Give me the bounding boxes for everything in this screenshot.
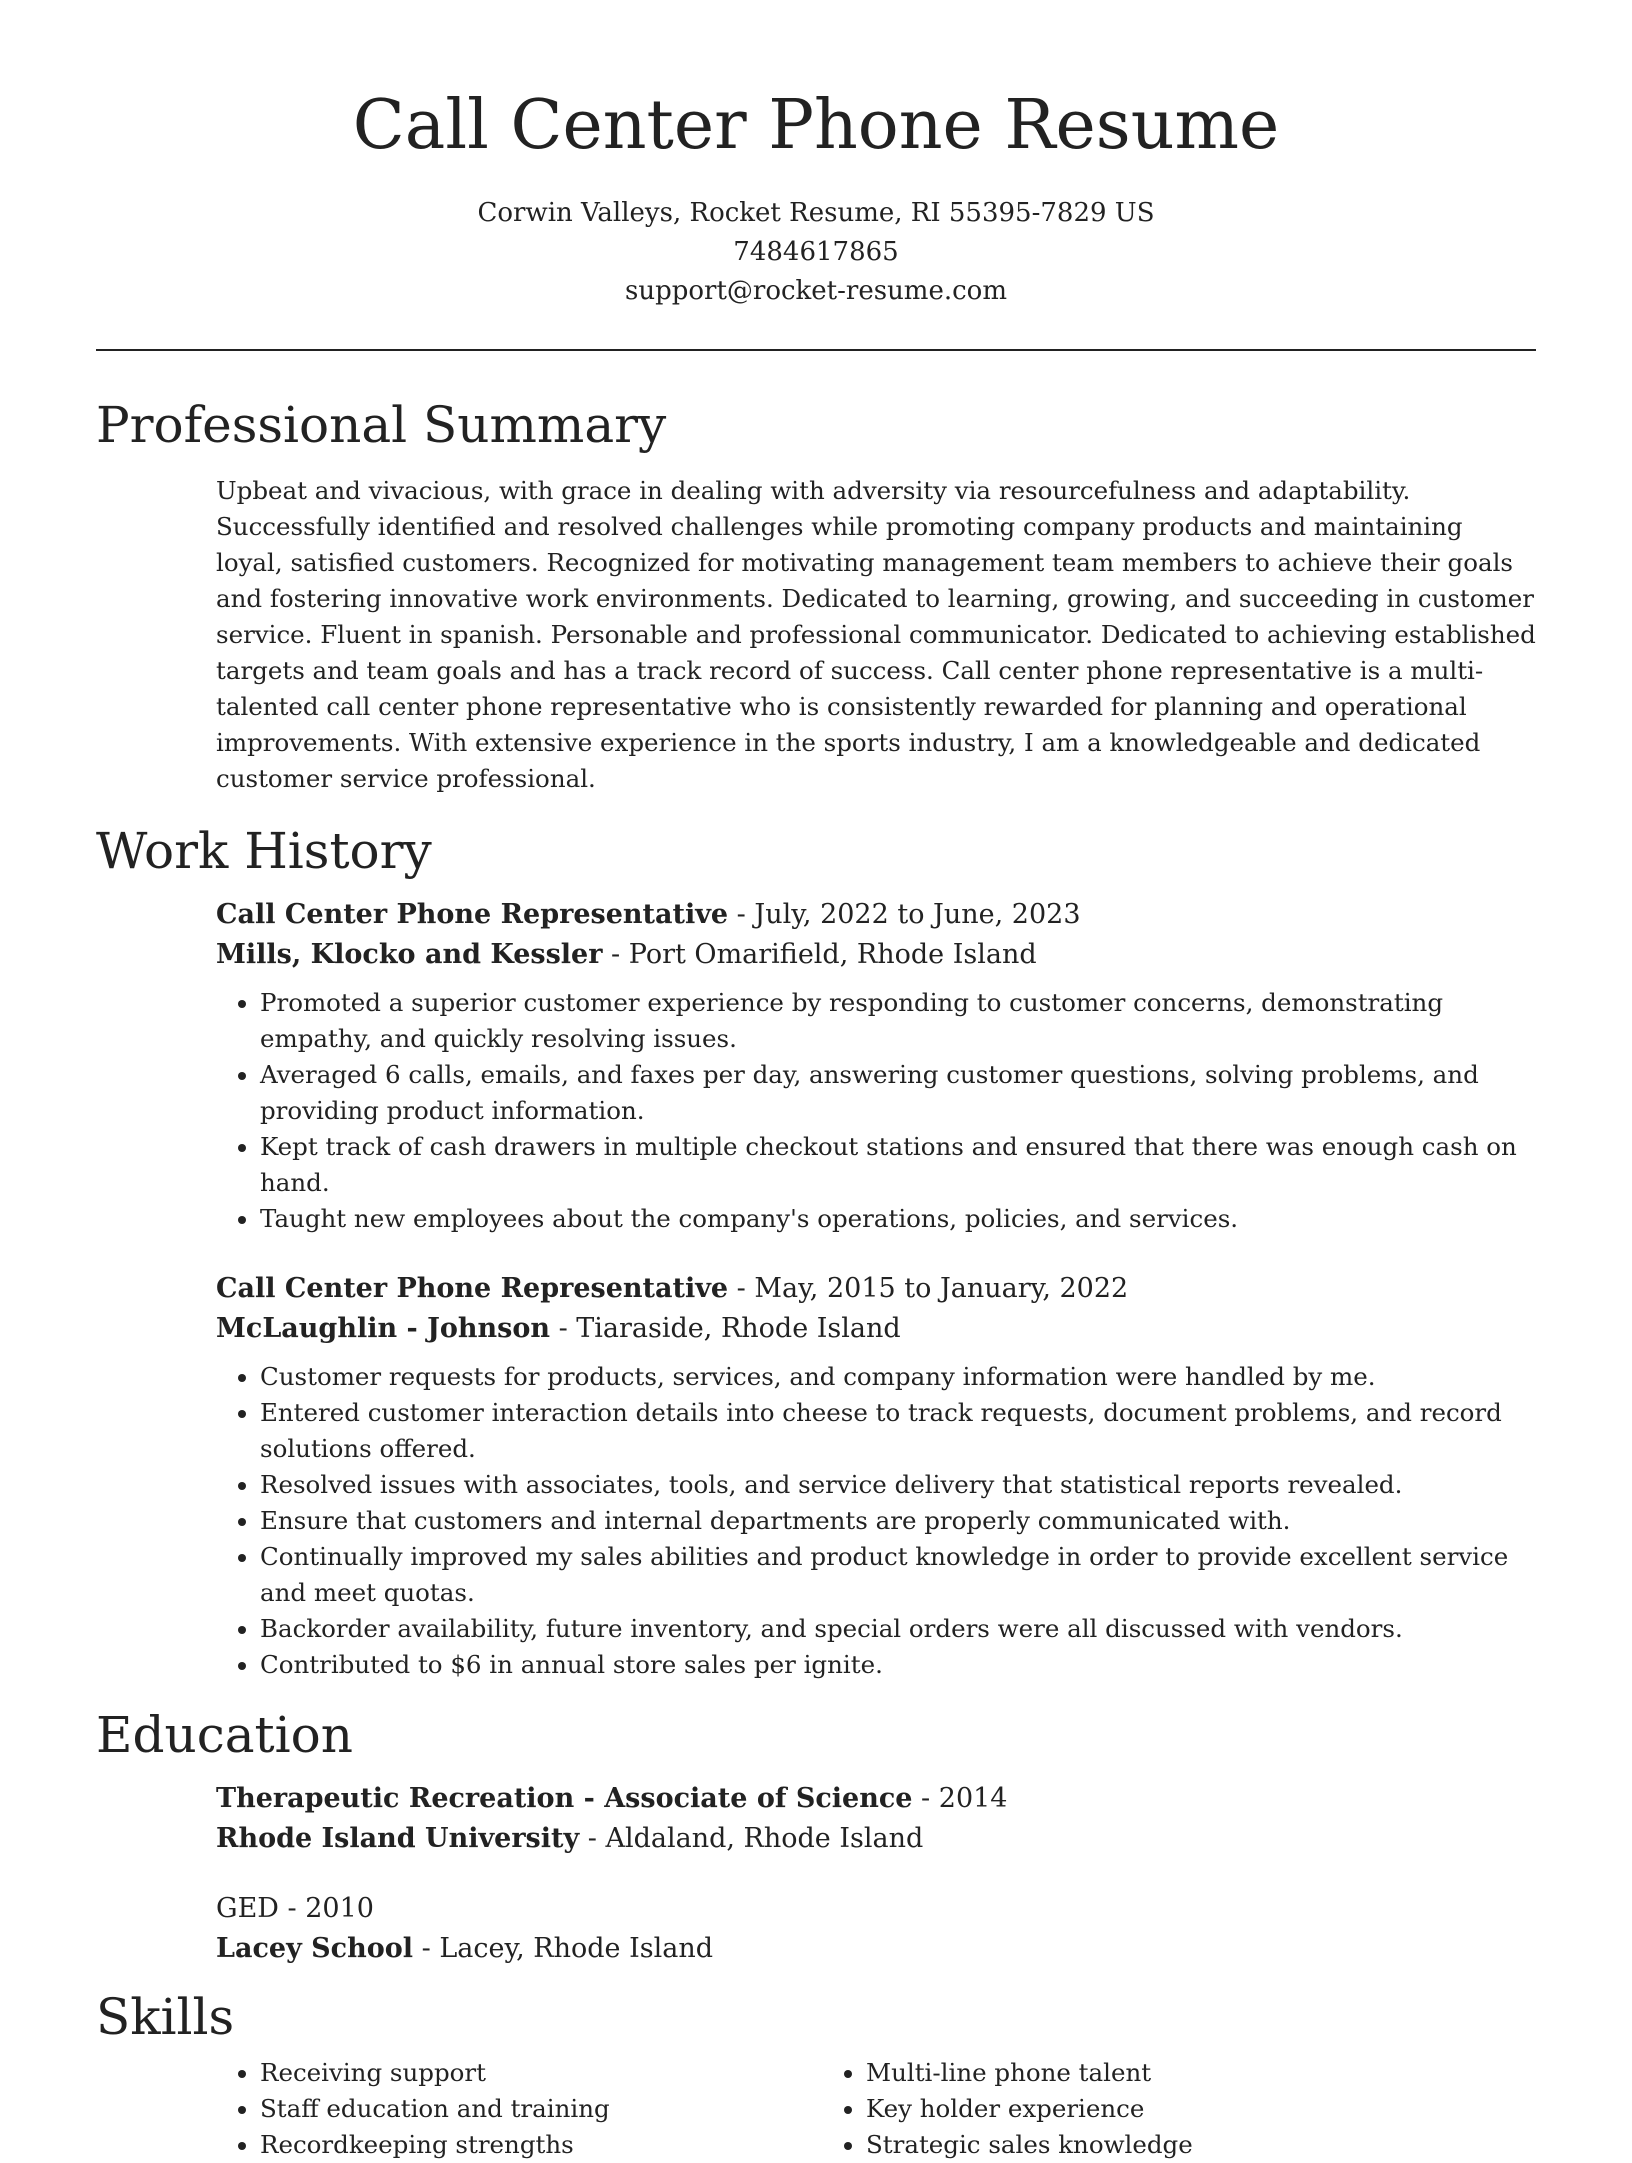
job-company-line: Mills, Klocko and Kessler - Port Omarifield, Rhode Island — [216, 939, 1037, 970]
education-heading: Education — [96, 1706, 353, 1764]
job-bullets — [216, 985, 1536, 1237]
job-location: Tiaraside, Rhode Island — [576, 1313, 901, 1344]
work-history-heading: Work History — [96, 822, 432, 880]
contact-address: Corwin Valleys, Rocket Resume, RI 55395-7829 US — [477, 198, 1155, 228]
education-location: Lacey, Rhode Island — [439, 1933, 714, 1964]
job-bullet: • Entered customer interaction details into cheese to track requests, document problems, and record solutions offered. — [260, 1395, 1536, 1467]
education-year: 2014 — [938, 1783, 1008, 1814]
skills-heading: Skills — [96, 1988, 235, 2046]
contact-email: support@rocket-resume.com — [624, 276, 1007, 306]
job-bullet: • Continually improved my sales abilities and product knowledge in order to provide excellent service and meet quotas. — [260, 1539, 1536, 1611]
summary-text: Upbeat and vivacious, with grace in dealing with adversity via resourcefulness and adaptability. Successfully identified and resolved challenges while promoting company products and maintaining loyal, satisfied customers. Recognized for motivating management team members to achieve their goals and fostering innovative work environments. Dedicated to learning, growing, and succeeding in customer service. Fluent in spanish. Personable and professional communicator. Dedicated to achieving established targets and team goals and has a track record of success. Call center phone representative is a multi-talented call center phone representative who is consistently rewarded for planning and operational improvements. With extensive experience in the sports industry, I am a knowledgeable and dedicated customer service professional. — [216, 476, 1536, 793]
resume-header — [96, 0, 1536, 311]
education-location: Aldaland, Rhode Island — [605, 1823, 924, 1854]
job-bullet: • Taught new employees about the company's operations, policies, and services. — [260, 1201, 1536, 1237]
education-school-line: Rhode Island University - Aldaland, Rhode Island — [216, 1823, 924, 1854]
job-dates: May, 2015 to January, 2022 — [754, 1273, 1129, 1304]
skill-item: • Key holder experience — [866, 2091, 1428, 2127]
education-school: Rhode Island University — [216, 1823, 580, 1854]
job-entry — [216, 1269, 1536, 1683]
job-bullet: • Promoted a superior customer experience by responding to customer concerns, demonstrating empathy, and quickly resolving issues. — [260, 985, 1536, 1057]
job-bullets — [216, 1359, 1536, 1683]
job-dates: July, 2022 to June, 2023 — [754, 899, 1081, 930]
skill-item: • Recordkeeping strengths — [260, 2127, 822, 2163]
resume-page — [96, 0, 1536, 2163]
job-bullet: • Kept track of cash drawers in multiple checkout stations and ensured that there was enough cash on hand. — [260, 1129, 1536, 1201]
job-bullet: • Contributed to $6 in annual store sales per ignite. — [260, 1647, 1536, 1683]
job-entry — [216, 895, 1536, 1237]
job-title-line: Call Center Phone Representative - May, 2015 to January, 2022 — [216, 1273, 1129, 1304]
job-title-line: Call Center Phone Representative - July, 2022 to June, 2023 — [216, 899, 1081, 930]
contact-info — [96, 194, 1536, 311]
job-company-line: McLaughlin - Johnson - Tiaraside, Rhode Island — [216, 1313, 901, 1344]
education-degree: Associate of Science — [604, 1783, 913, 1814]
skill-item: • Receiving support — [260, 2055, 822, 2091]
summary-heading: Professional Summary — [96, 396, 667, 454]
education-degree-line: Therapeutic Recreation - Associate of Science - 2014 — [216, 1783, 1008, 1814]
job-bullet: • Customer requests for products, services, and company information were handled by me. — [260, 1359, 1536, 1395]
skills-list — [216, 2055, 1536, 2163]
education-entry — [216, 1779, 1536, 1859]
job-title: Call Center Phone Representative — [216, 1273, 729, 1304]
job-company: Mills, Klocko and Kessler — [216, 939, 603, 970]
education-entry — [216, 1889, 1536, 1969]
education-year: 2010 — [305, 1893, 374, 1924]
job-bullet: • Averaged 6 calls, emails, and faxes per day, answering customer questions, solving problems, and providing product information. — [260, 1057, 1536, 1129]
education-degree-line: GED - 2010 — [216, 1893, 374, 1924]
job-bullet: • Ensure that customers and internal departments are properly communicated with. — [260, 1503, 1536, 1539]
work-history-list — [216, 895, 1536, 1683]
skills-column-right — [822, 2055, 1428, 2163]
job-company: McLaughlin - Johnson — [216, 1313, 550, 1344]
job-location: Port Omarifield, Rhode Island — [628, 939, 1037, 970]
contact-phone: 7484617865 — [733, 237, 899, 267]
education-list — [216, 1779, 1536, 1969]
skill-item: • Multi-line phone talent — [866, 2055, 1428, 2091]
skills-column-left — [216, 2055, 822, 2163]
skill-item: • Strategic sales knowledge — [866, 2127, 1428, 2163]
education-degree: GED — [216, 1893, 279, 1924]
header-divider — [96, 349, 1536, 351]
job-bullet: • Backorder availability, future inventory, and special orders were all discussed with vendors. — [260, 1611, 1536, 1647]
education-school: Lacey School — [216, 1933, 414, 1964]
page-title: Call Center Phone Resume — [352, 86, 1280, 165]
education-school-line: Lacey School - Lacey, Rhode Island — [216, 1933, 714, 1964]
education-field: Therapeutic Recreation — [216, 1783, 575, 1814]
job-title: Call Center Phone Representative — [216, 899, 729, 930]
job-bullet: • Resolved issues with associates, tools, and service delivery that statistical reports revealed. — [260, 1467, 1536, 1503]
skill-item: • Staff education and training — [260, 2091, 822, 2127]
